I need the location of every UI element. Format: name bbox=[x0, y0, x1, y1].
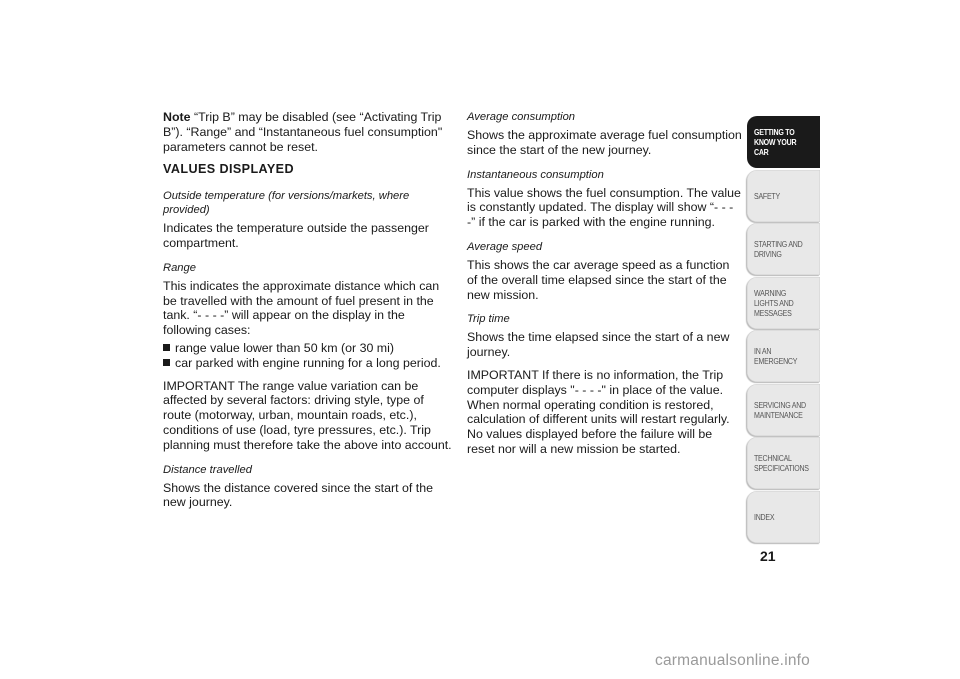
outside-temp-title: Outside temperature (for versions/markets, where provided) bbox=[163, 190, 410, 217]
trip-time-text: Shows the time elapsed since the start of a new journey. bbox=[467, 330, 730, 360]
note-text: “Trip B” may be disabled (see “Activating Trip B”). “Range” and “Instantaneous fuel consumption" parameters cannot be reset. bbox=[163, 110, 443, 154]
tab-label: STARTING AND DRIVING bbox=[754, 239, 803, 259]
tab-label: SAFETY bbox=[754, 190, 780, 201]
tab-starting-driving[interactable] bbox=[747, 223, 820, 275]
chapter-sidebar bbox=[747, 116, 820, 544]
range-important: IMPORTANT The range value variation can be affected by several factors: driving style, type of route (motorway, urban, mountain roads, etc.), conditions of use (load, tyre pressures, etc.). Trip planning must therefore take the above into account. bbox=[163, 378, 452, 452]
tab-technical-specs[interactable] bbox=[747, 437, 820, 489]
section-heading: VALUES DISPLAYED bbox=[163, 162, 294, 177]
tab-label: IN AN EMERGENCY bbox=[754, 346, 798, 366]
note-paragraph bbox=[163, 110, 453, 154]
right-column bbox=[467, 110, 742, 465]
note-label: Note bbox=[163, 110, 191, 124]
outside-temp-text: Indicates the temperature outside the passenger compartment. bbox=[163, 221, 429, 250]
watermark: carmanualsonline.info bbox=[655, 652, 810, 669]
trip-time-title: Trip time bbox=[467, 313, 510, 326]
inst-consumption-title: Instantaneous consumption bbox=[467, 168, 604, 181]
distance-title: Distance travelled bbox=[163, 463, 252, 476]
tab-emergency[interactable] bbox=[747, 330, 820, 382]
tab-label: SERVICING AND MAINTENANCE bbox=[754, 399, 806, 420]
left-column bbox=[163, 110, 453, 518]
avg-speed-text: This shows the car average speed as a function of the overall time elapsed since the start of the new mission. bbox=[467, 257, 730, 302]
range-text: This indicates the approximate distance which can be travelled with the amount of fuel present in the tank. “- - - -” will appear on the display in the following cases: bbox=[163, 278, 440, 338]
range-title: Range bbox=[163, 261, 196, 274]
avg-speed-title: Average speed bbox=[467, 240, 543, 253]
tab-label: GETTING TO KNOW YOUR CAR bbox=[754, 127, 797, 157]
tab-servicing[interactable] bbox=[747, 384, 820, 436]
inst-consumption-text: This value shows the fuel consumption. The value is constantly updated. The display will show “- - - -” if the car is parked with the engine running. bbox=[467, 185, 741, 230]
distance-text: Shows the distance covered since the start of the new journey. bbox=[163, 480, 433, 510]
tab-label: INDEX bbox=[754, 511, 775, 522]
range-bullet-1: range value lower than 50 km (or 30 mi) bbox=[163, 341, 453, 356]
tab-warning-lights[interactable] bbox=[747, 277, 820, 329]
tab-getting-to-know[interactable] bbox=[747, 116, 820, 168]
tab-label: TECHNICAL SPECIFICATIONS bbox=[754, 453, 809, 473]
avg-consumption-text: Shows the approximate average fuel consumption since the start of the new journey. bbox=[467, 128, 742, 157]
range-bullet-list bbox=[163, 341, 453, 371]
range-bullet-2: car parked with engine running for a long period. bbox=[163, 356, 453, 371]
tab-label: WARNING LIGHTS AND MESSAGES bbox=[754, 287, 794, 318]
tab-index[interactable] bbox=[747, 491, 820, 543]
tab-safety[interactable] bbox=[747, 170, 820, 222]
page-number: 21 bbox=[760, 548, 776, 564]
avg-consumption-title: Average consumption bbox=[467, 111, 576, 123]
trip-important: IMPORTANT If there is no information, the Trip computer displays "- - - -" in place of the value. When normal operating condition is restored, calculation of different units will restart regularly. No values displayed before the failure will be reset nor will a new mission be started. bbox=[467, 367, 730, 456]
